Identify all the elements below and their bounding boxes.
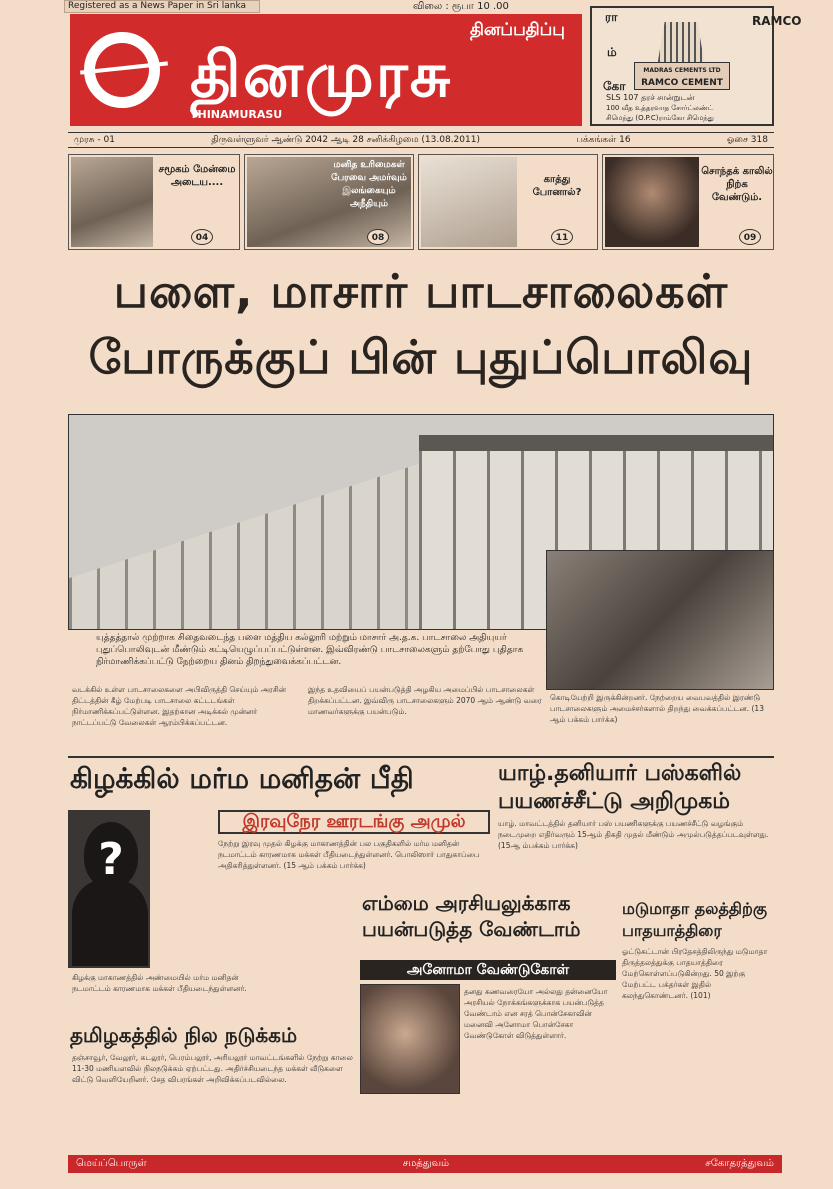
ad-product: RAMCO CEMENT [641,78,723,88]
teaser-page-number: 04 [191,229,213,245]
main-caption: யுத்தத்தால் முற்றாக சிதைவடைந்த பளை மத்திய கல்லூரி மற்றும் மாசார் அ.த.க. பாடசாலை அதியுயர் புதுப்பொலிவுடன் மீண்டும் கட்டியெழுப்பப்பட்டுள்ளன. இவ்விரண்டு பாடசாலைகளும் தற்போது புதிதாக நிர்மாணிக்கப்பட்டு நேற்றைய தினம் திறந்துவைக்கப்பட்டன. [96,633,524,667]
registration-notice: Registered as a News Paper in Sri lanka [64,0,260,13]
page-count: பக்கங்கள் 16 [576,135,631,145]
ad-line-3: சிமெந்து (O.P.C)ராம்கோ சிமெந்து [606,114,714,122]
anoma-story-headline: எம்மை அரசியலுக்காக பயன்படுத்த வேண்டாம் [362,891,581,941]
east-story-body: நேற்று இரவு முதல் கிழக்கு மாகாணத்தின் பல பகுதிகளில் மர்ம மனிதன் நடமாட்டம் காரணமாக மக்கள் பீதியடைந்துள்ளனர். பொலிஸார் பாதுகாப்பை அதிகரித்துள்ளனர். (15 ஆம் பக்கம் பார்க்க) [218,839,480,870]
teaser-2[interactable] [244,154,414,250]
madu-story-headline: மடுமாதா தலத்திற்கு பாதயாத்திரை [622,899,767,940]
teaser-page-number: 11 [551,229,573,245]
ad-company: MADRAS CEMENTS LTD [643,67,721,74]
dateline [68,132,774,148]
jaffna-story-headline: யாழ்.தனியார் பஸ்களில் பயணச்சீட்டு அறிமுகம் [498,761,742,814]
east-story-caption: கிழக்கு மாகாணத்தில் அண்மையில் மர்ம மனிதன் நடமாட்டம் காரணமாக மக்கள் பீதியடைந்துள்ளனர். [72,973,247,993]
ad-product-box [634,62,730,90]
building-roof [419,435,774,451]
teaser-photo [421,157,517,247]
jaffna-story-body: யாழ். மாவட்டத்தில் தனியார் பஸ் பயணிகளுக்கு பயணச்சீட்டு வழங்கும் நடைமுறை எதிர்வரும் 15ஆம் திகதி முதல் மீண்டும் அமுல்படுத்தப்படவுள்ளது. (15ஆ ம்பக்கம் பார்க்க) [498,819,769,850]
section-divider [68,756,774,758]
masthead-tagline: தினப்பதிப்பு [470,20,565,40]
headline-line-2: போருக்குப் பின் புதுப்பொலிவு [88,330,754,384]
footer-left: மெய்ப்பொருள் [76,1158,147,1169]
anoma-story-body: தனது கணவரையோ அல்லது தன்னையோ அரசியல் நோக்கங்களுக்காக பயன்படுத்த வேண்டாம் என சரத் பொன்சேகாவின் மனைவி அனோமா பொன்சேகா வேண்டுகோள் விடுத்துள்ளார். [464,987,608,1040]
footer-bar [68,1155,782,1173]
east-story-headline: கிழக்கில் மர்ம மனிதன் பீதி [70,762,414,795]
newspaper-title: தினமுரசு [190,38,453,111]
teaser-text: மனித உரிமைகள் பேரவை அமர்வும் இலங்கையும் அநீதியும் [331,160,407,209]
teaser-photo [605,157,699,247]
inset-caption: கொடியேற்றி இருக்கின்றனர். நேற்றைய வைபவத்தில் இரண்டு பாடசாலைகளும் அமைச்சர்களால் திறந்து வைக்கப்பட்டன. (13 ஆம் பக்கம் பார்க்க) [550,693,764,724]
newspaper-subtitle: THINAMURASU [190,108,283,121]
building-left [69,455,419,630]
teaser-3[interactable] [418,154,598,250]
main-body-left: வடக்கில் உள்ள பாடசாலைகளை அபிவிருத்தி செய்யும் அரசின் திட்டத்தின் கீழ் மேற்படி பாடசாலை கட்டடங்கள் நிர்மாணிக்கப்பட்டுள்ளன. இதற்கான அடிக்கல் முன்னர் நாட்டப்பட்டு வேலைகள் ஆரம்பிக்கப்பட்டன. [72,685,287,727]
silhouette-body [72,880,148,966]
anoma-photo [360,984,460,1094]
ad-text-ko: கோ [603,79,626,93]
ceremony-photo [546,550,774,690]
issue-number: முரசு - 01 [74,135,115,145]
headline-line-1: பளை, மாசார் பாடசாலைகள் [113,264,729,318]
teaser-page-number: 08 [367,229,389,245]
teaser-text: காத்து போனால்? [532,174,582,198]
question-mark-icon: ? [98,834,124,885]
main-body-right: இந்த உதவியைப் பயன்படுத்தி அழகிய அமைப்பில் பாடசாலைகள் திறக்கப்பட்டன. இவ்விரு பாடசாலைகளும் 2070 ஆம் ஆண்டு வரை மாணவர்களுக்கு பயன்படும். [308,685,542,716]
ad-brand: RAMCO [752,14,802,28]
footer-center: சமத்துவம் [402,1158,450,1169]
teaser-page-number: 09 [739,229,761,245]
east-story-subhead: இரவுநேர ஊரடங்கு அமுல் [218,810,490,834]
teaser-1[interactable] [68,154,240,250]
teaser-photo [71,157,153,247]
teaser-4[interactable] [602,154,774,250]
footer-right: சகோதரத்துவம் [705,1158,774,1169]
osai-number: ஓசை 318 [726,135,768,145]
teaser-text: சமூகம் மேன்மை அடைய.... [158,164,236,188]
ad-text-m: ம் [607,45,617,59]
ad-text-ram: ரா [605,10,618,24]
teaser-text: சொந்தக் காலில் நிற்க வேண்டும். [701,166,773,203]
ad-sls: SLS 107 தரச் சான்றுடன் [606,93,695,102]
ad-line-2: 100 வீத உத்தரவாத சோர்ட்லண்ட் [606,104,714,112]
date-text: திருவள்ளுவர் ஆண்டு 2042 ஆடி 28 சனிக்கிழமை (13.08.2011) [211,135,480,145]
quake-story-headline: தமிழகத்தில் நில நடுக்கம் [70,1023,298,1047]
price-label: விலை : ரூபா 10 .00 [413,1,509,12]
madu-story-body: ஓட்டுசுட்டான் பிரதேசத்திலிருந்து மடுமாதா திருத்தலத்துக்கு பாதயாத்திரை மேற்கொள்ளப்படுகின்றது. 50 இற்கு மேற்பட்ட பக்தர்கள் இதில் கலந்துகொண்டனர். (101) [622,947,768,1000]
quake-story-body: தஞ்சாவூர், வேலூர், கடலூர், பெரம்பலூர், அரியலூர் மாவட்டங்களில் நேற்று காலை 11-30 மணியளவில் நிலநடுக்கம் ஏற்பட்டது. அதிர்ச்சியடைந்த மக்கள் வீடுகளை விட்டு வெளியேறினர். சேத விபரங்கள் அறிவிக்கப்படவில்லை. [72,1053,353,1084]
anoma-story-subhead: அனோமா வேண்டுகோள் [360,960,616,980]
